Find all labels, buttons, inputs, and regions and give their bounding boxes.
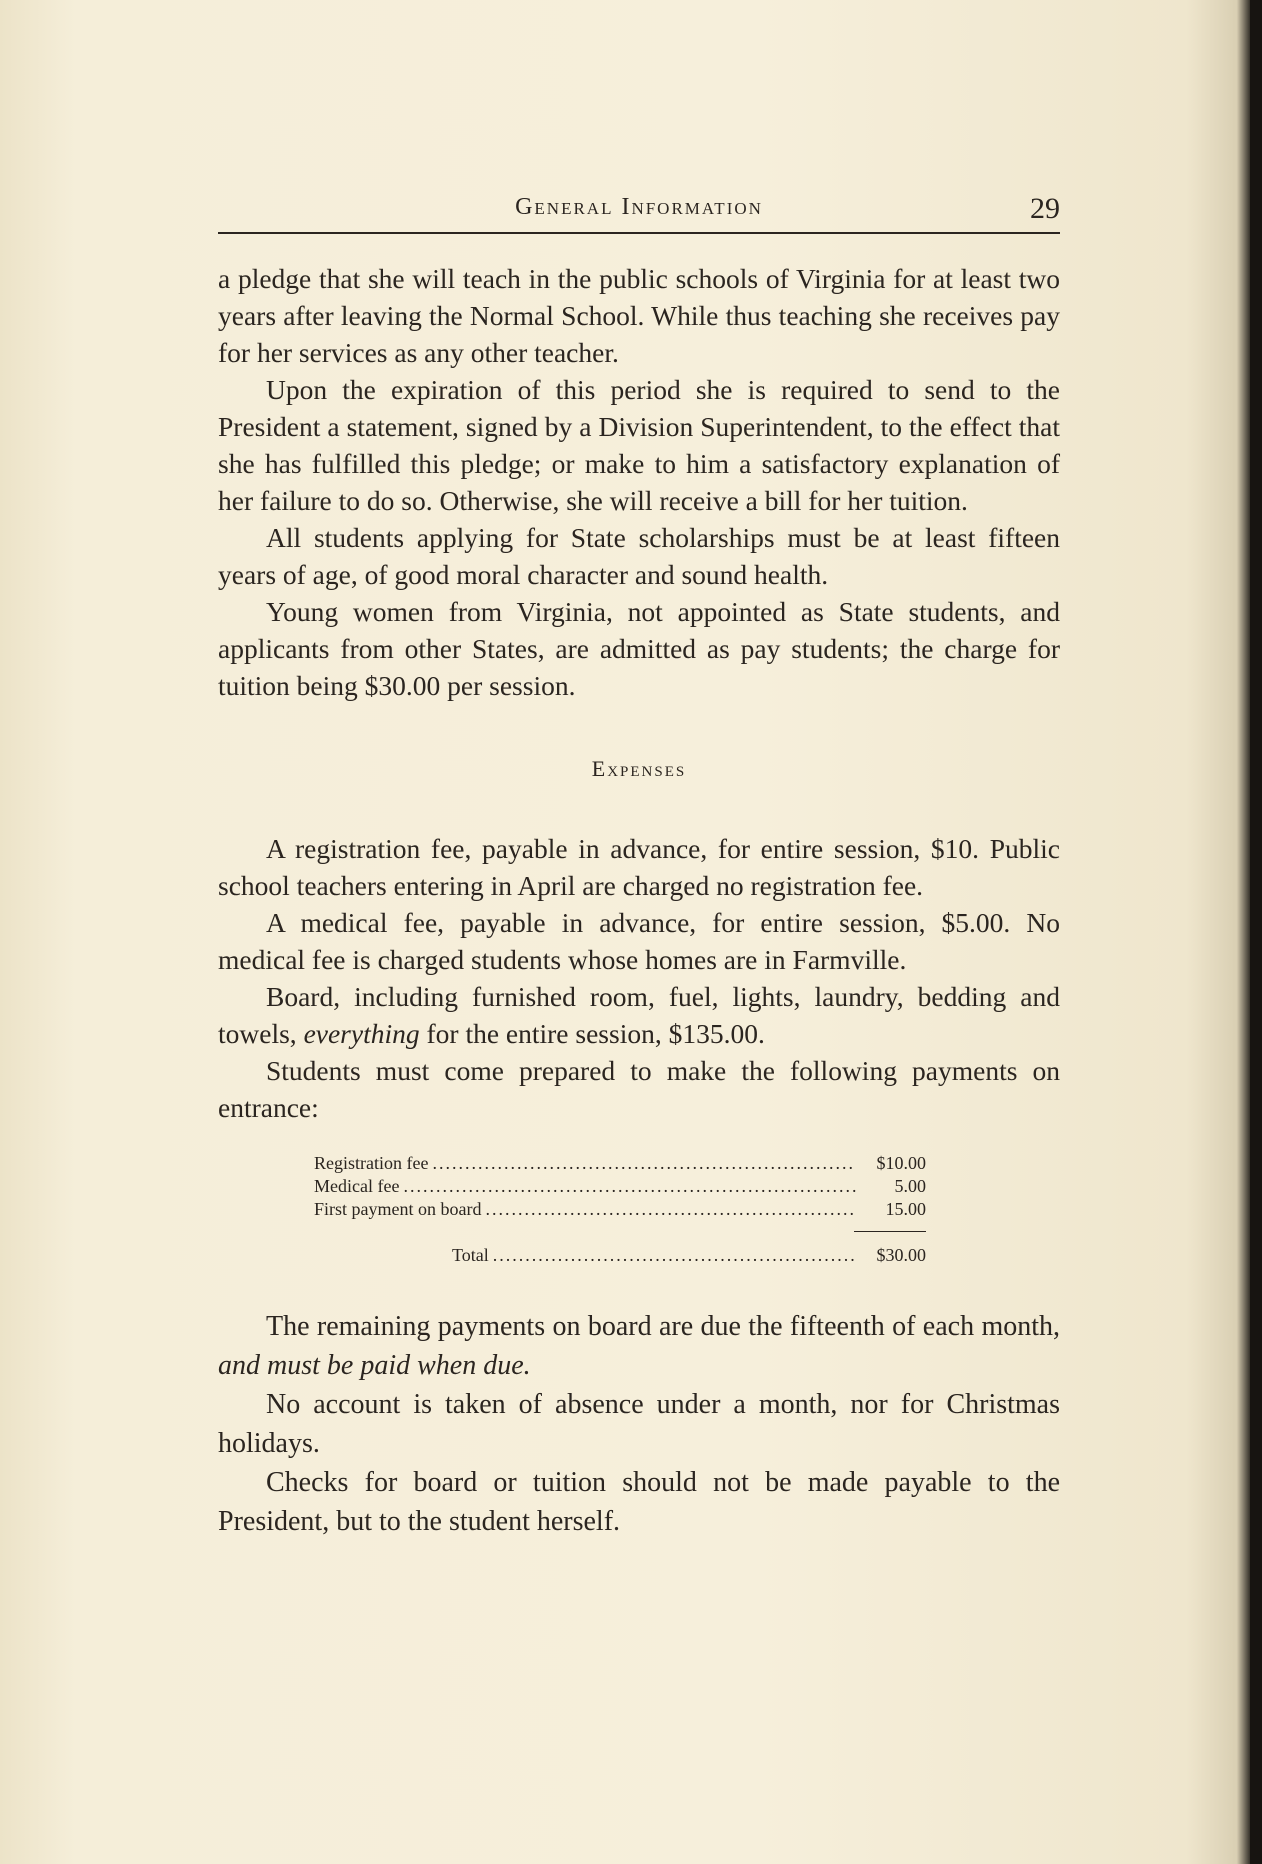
page-edge xyxy=(1250,0,1262,1864)
expenses-text xyxy=(218,830,1060,1126)
dot-leader xyxy=(485,1198,856,1221)
paragraph-registration-fee: A registration fee, payable in advance, for entire session, $10. Public school teachers entering in April are charged no registration fee. xyxy=(218,833,1060,901)
paragraph-scholarship-requirements: All students applying for State scholarships must be at least fifteen years of age, of good moral character and sound health. xyxy=(218,522,1060,590)
paragraph-pledge: a pledge that she will teach in the public schools of Virginia for at least two years after leaving the Normal School. While thus teaching she receives pay for her services as any other teacher. xyxy=(218,263,1060,368)
paragraph-medical-fee: A medical fee, payable in advance, for entire session, $5.00. No medical fee is charged students whose homes are in Farmville. xyxy=(218,907,1060,975)
paragraph-payments-on-entrance: Students must come prepared to make the following payments on entrance: xyxy=(218,1055,1060,1123)
total-rule xyxy=(854,1231,926,1232)
fee-row-total xyxy=(452,1244,926,1267)
paragraph-checks: Checks for board or tuition should not be made payable to the President, but to the student herself. xyxy=(218,1467,1060,1537)
board-text-italic: everything xyxy=(303,1018,420,1049)
fee-row-board xyxy=(314,1198,926,1221)
fee-label: First payment on board xyxy=(314,1199,482,1219)
total-amount: $30.00 xyxy=(876,1245,926,1265)
page-number: 29 xyxy=(1030,192,1060,225)
fee-amount: 5.00 xyxy=(894,1176,926,1196)
paragraph-absence: No account is taken of absence under a month, nor for Christmas holidays. xyxy=(218,1389,1060,1459)
paragraph-pay-students: Young women from Virginia, not appointed as State students, and applicants from other States, are admitted as pay students; the charge for tuition being $30.00 per session. xyxy=(218,596,1060,701)
dot-leader xyxy=(403,1175,856,1198)
section-title-expenses: Expenses xyxy=(591,756,687,781)
total-label: Total xyxy=(452,1245,489,1265)
running-header xyxy=(218,180,1060,234)
body-text xyxy=(218,260,1060,704)
fee-row-medical xyxy=(314,1175,926,1198)
paragraph-remaining-payments xyxy=(218,1307,1060,1385)
closing-text xyxy=(218,1307,1060,1541)
fee-label: Medical fee xyxy=(314,1176,400,1196)
paragraph-expiration: Upon the expiration of this period she is required to send to the President a statement, signed by a Division Superintendent, to the effect that she has fulfilled this pledge; or make to him a satisfactory explanation of her failure to do so. Otherwise, she will receive a bill for her tuition. xyxy=(218,374,1060,516)
fee-amount: 15.00 xyxy=(885,1199,926,1219)
dot-leader xyxy=(493,1244,856,1267)
board-text-end: for the entire session, $135.00. xyxy=(419,1018,765,1049)
fee-label: Registration fee xyxy=(314,1153,429,1173)
running-title: General Information xyxy=(515,194,763,220)
fee-amount: $10.00 xyxy=(876,1153,926,1173)
board-text-start: Board, including furnished room, fuel, lights, laundry, bedding and towels, xyxy=(218,981,1060,1049)
remaining-payments-text: The remaining payments on board are due the fifteenth of each month, xyxy=(266,1311,1060,1342)
remaining-payments-italic: and must be paid when due. xyxy=(218,1350,531,1381)
fee-table xyxy=(314,1152,926,1267)
paragraph-board xyxy=(218,978,1060,1052)
fee-row-registration xyxy=(314,1152,926,1175)
dot-leader xyxy=(432,1152,856,1175)
page-content xyxy=(218,180,1060,1541)
